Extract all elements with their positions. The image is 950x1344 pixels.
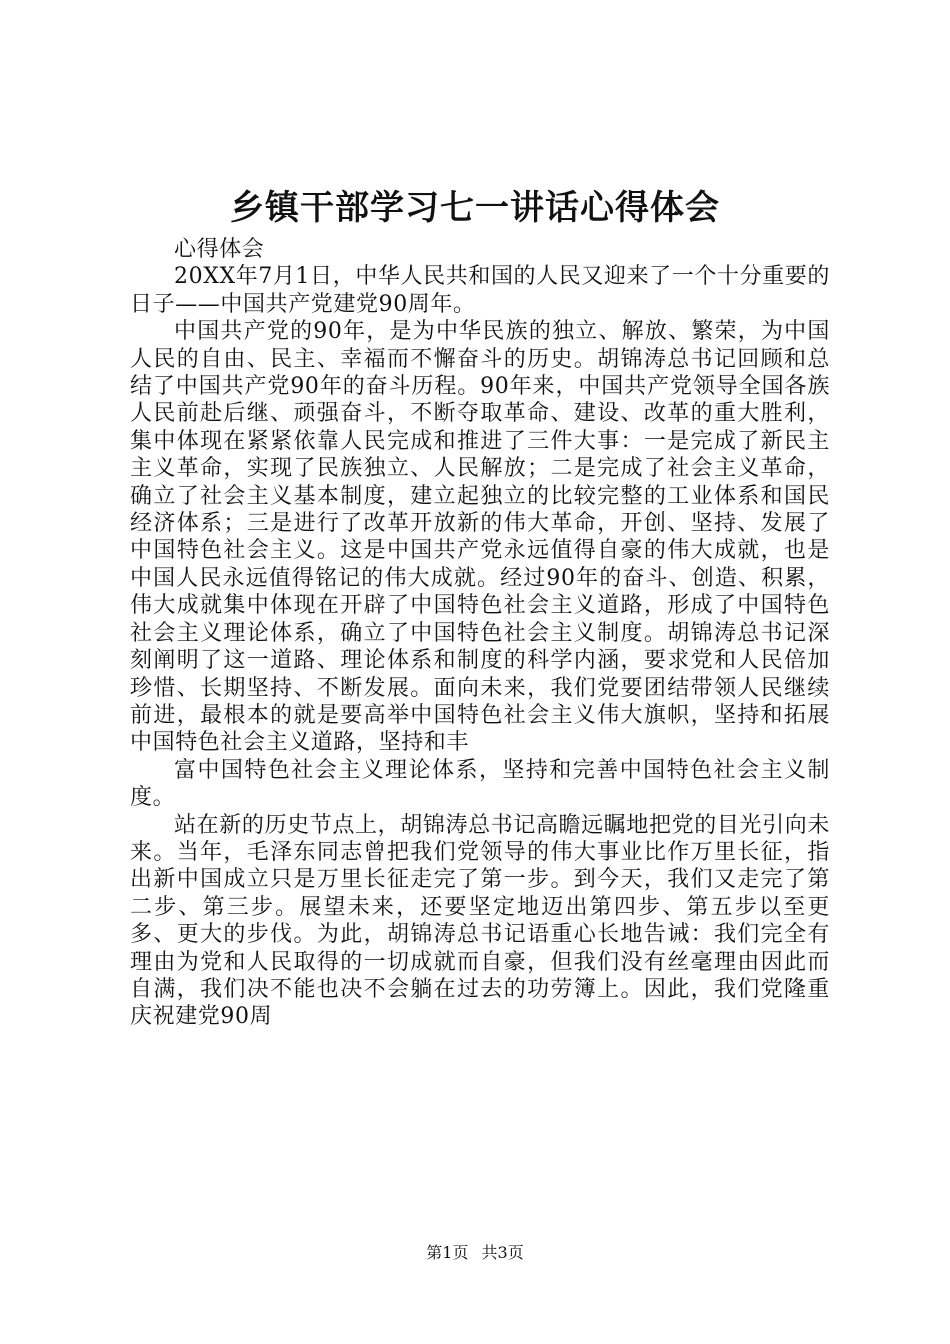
page-footer	[0, 1243, 950, 1263]
paragraph-3: 富中国特色社会主义理论体系，坚持和完善中国特色社会主义制度。	[130, 757, 830, 811]
page-total: 共3页	[481, 1243, 524, 1262]
paragraph-2: 中国共产党的90年，是为中华民族的独立、解放、繁荣，为中国人民的自由、民主、幸福而不懈奋斗的历史。胡锦涛总书记回顾和总结了中国共产党90年的奋斗历程。90年来，中国共产党领导全国各族人民前赴后继、顽强奋斗，不断夺取革命、建设、改革的重大胜利，集中体现在紧紧依靠人民完成和推进了三件大事：一是完成了新民主主义革命，实现了民族独立、人民解放；二是完成了社会主义革命，确立了社会主义基本制度，建立起独立的比较完整的工业体系和国民经济体系；三是进行了改革开放新的伟大革命，开创、坚持、发展了中国特色社会主义。这是中国共产党永远值得自豪的伟大成就，也是中国人民永远值得铭记的伟大成就。经过90年的奋斗、创造、积累，伟大成就集中体现在开辟了中国特色社会主义道路，形成了中国特色社会主义理论体系，确立了中国特色社会主义制度。胡锦涛总书记深刻阐明了这一道路、理论体系和制度的科学内涵，要求党和人民倍加珍惜、长期坚持、不断发展。面向未来，我们党要团结带领人民继续前进，最根本的就是要高举中国特色社会主义伟大旗帜，坚持和拓展中国特色社会主义道路，坚持和丰	[130, 319, 830, 756]
page-number: 第1页	[426, 1243, 469, 1262]
paragraph-4: 站在新的历史节点上，胡锦涛总书记高瞻远瞩地把党的目光引向未来。当年，毛泽东同志曾把我们党领导的伟大事业比作万里长征，指出新中国成立只是万里长征走完了第一步。到今天，我们又走完了第二步、第三步。展望未来，还要坚定地迈出第四步、第五步以至更多、更大的步伐。为此，胡锦涛总书记语重心长地告诫：我们完全有理由为党和人民取得的一切成就而自豪，但我们没有丝毫理由因此而自满，我们决不能也决不会躺在过去的功劳簿上。因此，我们党隆重庆祝建党90周	[130, 812, 830, 1030]
paragraph-1: 20XX年7月1日，中华人民共和国的人民又迎来了一个十分重要的日子——中国共产党建党90周年。	[130, 264, 830, 317]
section-heading: 心得体会	[174, 237, 265, 262]
document-title: 乡镇干部学习七一讲话心得体会	[230, 188, 720, 228]
document-body	[130, 236, 830, 1031]
